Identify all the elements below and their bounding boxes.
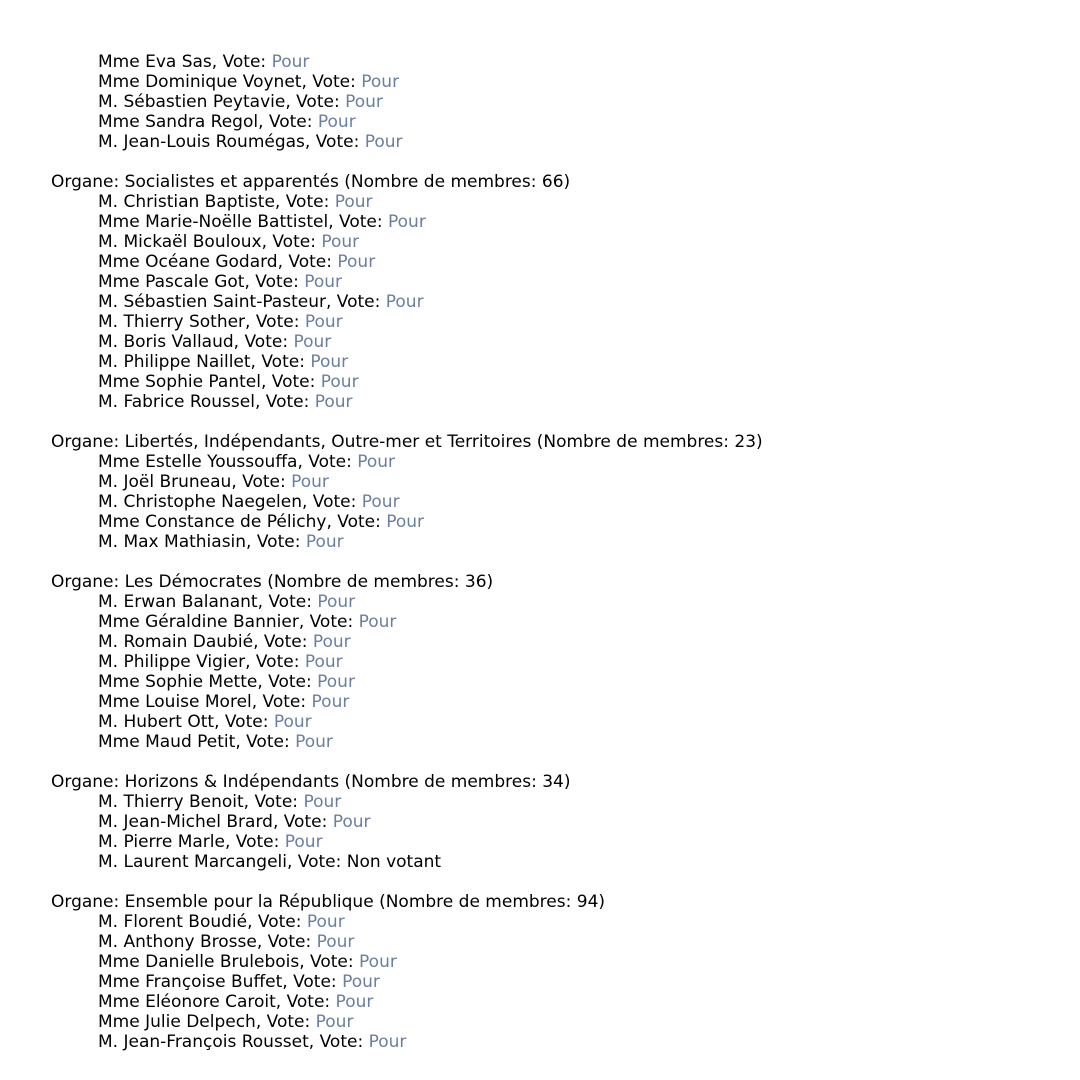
member-name: Mme Sophie Pantel xyxy=(98,372,261,392)
organe-group xyxy=(51,52,1051,152)
organe-group xyxy=(51,872,1051,1052)
member-row xyxy=(51,912,1051,932)
vote-label: , Vote: xyxy=(299,952,360,972)
member-row xyxy=(51,352,1051,372)
vote-value: Pour xyxy=(358,612,397,632)
members-count: 66 xyxy=(541,172,564,192)
member-name: Mme Estelle Youssouffa xyxy=(98,452,298,472)
vote-value: Pour xyxy=(293,332,332,352)
member-row xyxy=(51,212,1051,232)
vote-label: , Vote: xyxy=(244,272,305,292)
member-row xyxy=(51,252,1051,272)
member-row xyxy=(51,332,1051,352)
organe-header xyxy=(51,892,1051,912)
organe-prefix: Organe: xyxy=(51,172,125,192)
member-name: M. Philippe Naillet xyxy=(98,352,251,372)
member-name: M. Jean-François Rousset xyxy=(98,1032,309,1052)
vote-label: , Vote: xyxy=(301,492,362,512)
vote-label: , Vote: xyxy=(326,512,387,532)
vote-value: Pour xyxy=(368,1032,407,1052)
member-name: Mme Marie-Noëlle Battistel xyxy=(98,212,329,232)
member-name: M. Fabrice Roussel xyxy=(98,392,255,412)
organe-name: Les Démocrates xyxy=(124,572,262,592)
members-suffix: ) xyxy=(486,572,494,592)
organe-group xyxy=(51,152,1051,412)
vote-label: , Vote: xyxy=(255,1012,316,1032)
member-row xyxy=(51,192,1051,212)
member-name: M. Thierry Sother xyxy=(98,312,246,332)
member-name: M. Pierre Marle xyxy=(98,832,225,852)
vote-value: Pour xyxy=(332,812,371,832)
organe-name: Horizons & Indépendants xyxy=(124,772,340,792)
member-row xyxy=(51,652,1051,672)
organe-group xyxy=(51,412,1051,552)
vote-label: , Vote: xyxy=(282,972,343,992)
vote-label: , Vote: xyxy=(304,132,365,152)
vote-label: , Vote: xyxy=(247,912,307,932)
members-suffix: ) xyxy=(598,892,606,912)
vote-label: , Vote: xyxy=(245,652,305,672)
vote-value: Pour xyxy=(357,452,396,472)
members-prefix: (Nombre de membres: xyxy=(261,572,465,592)
vote-label: , Vote: xyxy=(251,692,312,712)
vote-value: Pour xyxy=(361,492,400,512)
members-prefix: (Nombre de membres: xyxy=(373,892,577,912)
organe-name: Socialistes et apparentés xyxy=(124,172,339,192)
group-separator xyxy=(51,872,1051,892)
member-name: M. Jean-Michel Brard xyxy=(98,812,273,832)
vote-value: Pour xyxy=(273,712,312,732)
members-count: 36 xyxy=(464,572,487,592)
member-row xyxy=(51,712,1051,732)
vote-label: , Vote: xyxy=(285,92,346,112)
member-name: Mme Louise Morel xyxy=(98,692,252,712)
vote-label: , Vote: xyxy=(214,712,274,732)
member-row xyxy=(51,592,1051,612)
vote-value: Pour xyxy=(335,992,374,1012)
member-name: Mme Eva Sas xyxy=(98,52,212,72)
vote-value: Pour xyxy=(304,312,343,332)
member-name: M. Philippe Vigier xyxy=(98,652,246,672)
vote-value: Pour xyxy=(364,132,403,152)
group-separator xyxy=(51,552,1051,572)
vote-value: Pour xyxy=(315,1012,354,1032)
vote-value: Pour xyxy=(334,192,373,212)
member-name: M. Jean-Louis Roumégas xyxy=(98,132,305,152)
vote-value: Pour xyxy=(271,52,310,72)
member-name: M. Thierry Benoit xyxy=(98,792,244,812)
vote-label: , Vote: xyxy=(277,252,338,272)
vote-value: Pour xyxy=(295,732,333,752)
member-name: Mme Constance de Pélichy xyxy=(98,512,327,532)
vote-label: , Vote: xyxy=(272,812,333,832)
member-row xyxy=(51,1012,1051,1032)
member-name: M. Christophe Naegelen xyxy=(98,492,302,512)
member-row xyxy=(51,452,1051,472)
member-row xyxy=(51,72,1051,92)
vote-value: Pour xyxy=(317,592,356,612)
vote-value: Pour xyxy=(311,692,350,712)
member-name: M. Romain Daubié xyxy=(98,632,254,652)
organe-header xyxy=(51,772,1051,792)
members-suffix: ) xyxy=(563,172,571,192)
member-name: M. Boris Vallaud xyxy=(98,332,234,352)
vote-label: , Vote: xyxy=(243,792,304,812)
member-row xyxy=(51,832,1051,852)
organe-header xyxy=(51,432,1051,452)
member-row xyxy=(51,932,1051,952)
members-prefix: (Nombre de membres: xyxy=(339,772,543,792)
vote-label: , Vote: xyxy=(325,292,386,312)
member-name: M. Max Mathiasin xyxy=(98,532,247,552)
vote-value: Pour xyxy=(306,912,345,932)
member-name: M. Laurent Marcangeli xyxy=(98,852,287,872)
organe-header xyxy=(51,572,1051,592)
vote-label: , Vote: xyxy=(260,372,321,392)
member-row xyxy=(51,992,1051,1012)
vote-label: , Vote: xyxy=(245,312,305,332)
member-name: Mme Océane Godard xyxy=(98,252,278,272)
vote-value: Pour xyxy=(284,832,323,852)
members-prefix: (Nombre de membres: xyxy=(338,172,542,192)
vote-value: Pour xyxy=(304,652,343,672)
vote-label: , Vote: xyxy=(261,232,322,252)
vote-label: , Vote: xyxy=(235,732,296,752)
member-row xyxy=(51,232,1051,252)
member-row xyxy=(51,132,1051,152)
members-suffix: ) xyxy=(563,772,571,792)
member-name: Mme Pascale Got xyxy=(98,272,245,292)
vote-value: Pour xyxy=(388,212,426,232)
vote-value: Pour xyxy=(312,632,351,652)
vote-value: Pour xyxy=(321,232,360,252)
vote-value: Pour xyxy=(337,252,376,272)
vote-label: , Vote: xyxy=(308,1032,369,1052)
member-name: M. Christian Baptiste xyxy=(98,192,275,212)
vote-label: , Vote: xyxy=(274,192,335,212)
member-name: M. Sébastien Saint-Pasteur xyxy=(98,292,326,312)
member-row xyxy=(51,52,1051,72)
vote-value: Pour xyxy=(317,672,355,692)
vote-label: , Vote: xyxy=(257,672,318,692)
members-count: 23 xyxy=(734,432,757,452)
vote-value: Pour xyxy=(361,72,400,92)
members-suffix: ) xyxy=(756,432,763,452)
vote-value: Non votant xyxy=(346,852,442,872)
vote-label: , Vote: xyxy=(301,72,362,92)
member-row xyxy=(51,92,1051,112)
member-row xyxy=(51,612,1051,632)
member-name: Mme Sandra Regol xyxy=(98,112,259,132)
member-row xyxy=(51,372,1051,392)
member-row xyxy=(51,312,1051,332)
member-row xyxy=(51,112,1051,132)
member-name: M. Hubert Ott xyxy=(98,712,215,732)
vote-label: , Vote: xyxy=(254,392,315,412)
vote-value: Pour xyxy=(359,952,397,972)
vote-label: , Vote: xyxy=(297,452,358,472)
group-separator xyxy=(51,412,1051,432)
vote-value: Pour xyxy=(345,92,383,112)
vote-value: Pour xyxy=(385,292,424,312)
member-name: M. Sébastien Peytavie xyxy=(98,92,286,112)
vote-value: Pour xyxy=(310,352,349,372)
member-row xyxy=(51,272,1051,292)
vote-label: , Vote: xyxy=(257,592,318,612)
vote-label: , Vote: xyxy=(253,632,313,652)
vote-value: Pour xyxy=(305,532,344,552)
member-name: M. Mickaël Bouloux xyxy=(98,232,262,252)
vote-value: Pour xyxy=(291,472,329,492)
vote-label: , Vote: xyxy=(231,472,292,492)
member-name: Mme Dominique Voynet xyxy=(98,72,302,92)
member-row xyxy=(51,672,1051,692)
member-row xyxy=(51,392,1051,412)
member-row xyxy=(51,1032,1051,1052)
member-row xyxy=(51,632,1051,652)
member-row xyxy=(51,972,1051,992)
member-name: Mme Géraldine Bannier xyxy=(98,612,299,632)
member-name: Mme Sophie Mette xyxy=(98,672,258,692)
vote-label: , Vote: xyxy=(250,352,311,372)
member-row xyxy=(51,292,1051,312)
vote-label: , Vote: xyxy=(275,992,336,1012)
member-row xyxy=(51,492,1051,512)
vote-value: Pour xyxy=(314,392,353,412)
organe-group xyxy=(51,552,1051,752)
member-name: Mme Danielle Brulebois xyxy=(98,952,300,972)
members-count: 34 xyxy=(542,772,564,792)
vote-value: Pour xyxy=(320,372,359,392)
member-row xyxy=(51,732,1051,752)
member-name: M. Anthony Brosse xyxy=(98,932,257,952)
organe-prefix: Organe: xyxy=(51,572,125,592)
members-prefix: (Nombre de membres: xyxy=(531,432,735,452)
vote-value: Pour xyxy=(317,112,356,132)
vote-label: , Vote: xyxy=(256,932,317,952)
vote-label: , Vote: xyxy=(258,112,318,132)
member-row xyxy=(51,792,1051,812)
organe-prefix: Organe: xyxy=(51,432,125,452)
vote-label: , Vote: xyxy=(224,832,285,852)
member-row xyxy=(51,692,1051,712)
member-row xyxy=(51,472,1051,492)
organe-group xyxy=(51,752,1051,872)
member-row xyxy=(51,812,1051,832)
vote-label: , Vote: xyxy=(246,532,306,552)
vote-value: Pour xyxy=(303,792,342,812)
member-name: Mme Maud Petit xyxy=(98,732,236,752)
organe-prefix: Organe: xyxy=(51,892,125,912)
vote-value: Pour xyxy=(304,272,343,292)
member-name: Mme Eléonore Caroit xyxy=(98,992,276,1012)
member-row xyxy=(51,532,1051,552)
vote-label: , Vote: xyxy=(298,612,359,632)
organe-name: Ensemble pour la République xyxy=(124,892,374,912)
member-row xyxy=(51,952,1051,972)
member-name: M. Florent Boudié xyxy=(98,912,248,932)
vote-label: , Vote: xyxy=(233,332,294,352)
member-name: M. Joël Bruneau xyxy=(98,472,232,492)
member-name: Mme Julie Delpech xyxy=(98,1012,256,1032)
vote-value: Pour xyxy=(342,972,380,992)
vote-label: , Vote: xyxy=(287,852,347,872)
organe-name: Libertés, Indépendants, Outre-mer et Territoires xyxy=(124,432,532,452)
group-separator xyxy=(51,752,1051,772)
vote-label: , Vote: xyxy=(211,52,272,72)
group-separator xyxy=(51,152,1051,172)
member-row xyxy=(51,852,1051,872)
member-name: M. Erwan Balanant xyxy=(98,592,258,612)
organe-header xyxy=(51,172,1051,192)
members-count: 94 xyxy=(576,892,599,912)
organe-prefix: Organe: xyxy=(51,772,125,792)
vote-value: Pour xyxy=(386,512,425,532)
vote-label: , Vote: xyxy=(328,212,388,232)
vote-value: Pour xyxy=(316,932,355,952)
vote-listing xyxy=(51,52,1051,1052)
member-row xyxy=(51,512,1051,532)
member-name: Mme Françoise Buffet xyxy=(98,972,283,992)
